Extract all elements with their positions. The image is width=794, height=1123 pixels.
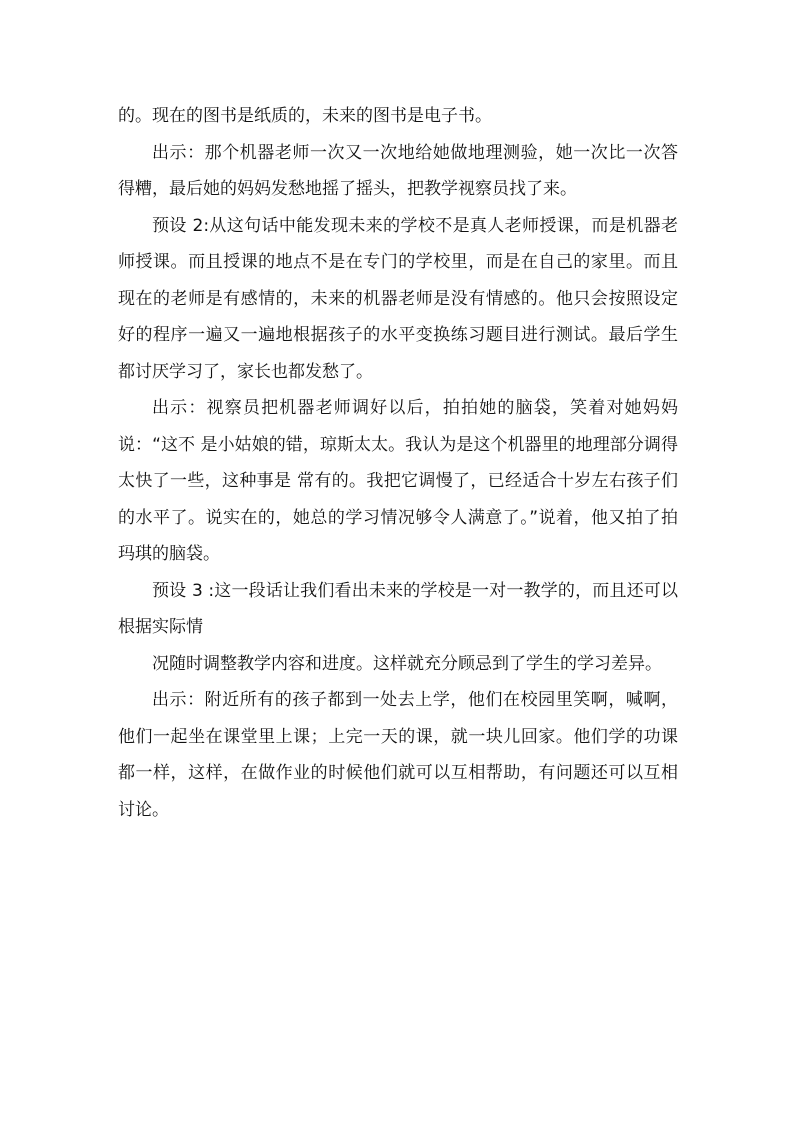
paragraph-5: 预设 3 :这一段话让我们看出未来的学校是一对一教学的，而且还可以根据实际情	[118, 580, 678, 637]
paragraph-1: 的。现在的图书是纸质的，未来的图书是电子书。	[118, 106, 492, 126]
paragraph-6: 况随时调整教学内容和进度。这样就充分顾忌到了学生的学习差异。	[152, 653, 662, 674]
document-body	[118, 98, 678, 828]
paragraph-2: 出示：那个机器老师一次又一次地给她做地理测验，她一次比一次答得糟，最后她的妈妈发愁地摇了摇头，把教学视察员找了来。	[118, 142, 678, 199]
paragraph-7: 出示：附近所有的孩子都到一处去上学，他们在校园里笑啊，喊啊，他们一起坐在课堂里上课；上完一天的课，就一块儿回家。他们学的功课都一样，这样，在做作业的时候他们就可以互相帮助，有问题还可以互相讨论。	[118, 690, 678, 820]
paragraph-4: 出示：视察员把机器老师调好以后，拍拍她的脑袋，笑着对她妈妈说：“这不 是小姑娘的错，琼斯太太。我认为是这个机器里的地理部分调得太快了一些，这种事是 常有的。我把它调慢了，已经适合十岁左右孩子们的水平了。说实在的，她总的学习情况够令人满意了。”说着，他又拍了拍玛琪的脑袋。	[118, 398, 678, 564]
paragraph-3: 预设 2:从这句话中能发现未来的学校不是真人老师授课，而是机器老师授课。而且授课的地点不是在专门的学校里，而是在自己的家里。而且现在的老师是有感情的，未来的机器老师是没有情感的。他只会按照设定好的程序一遍又一遍地根据孩子的水平变换练习题目进行测试。最后学生都讨厌学习了，家长也都发愁了。	[118, 215, 678, 382]
